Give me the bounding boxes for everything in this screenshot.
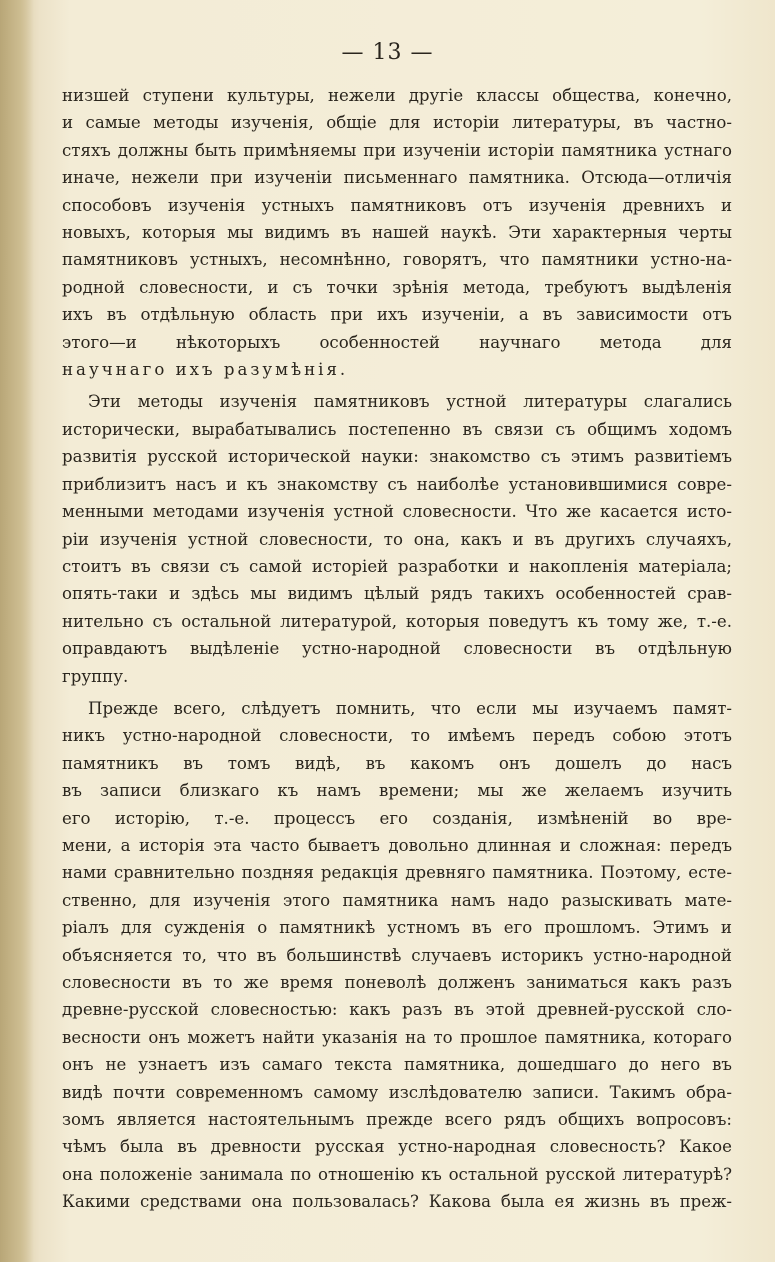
text-line: группу. (62, 666, 129, 686)
text-line: объясняется то, что въ большинствѣ случаевъ историкъ устно-народной (62, 945, 732, 965)
text-line: родной словесности, и съ точки зрѣнія метода, требуютъ выдѣленія (62, 277, 732, 297)
text-line: иначе, нежели при изученіи письменнаго памятника. Отсюда—отличія (62, 168, 732, 188)
text-line: нами сравнительно поздняя редакція древняго памятника. Поэтому, есте- (62, 863, 732, 883)
book-spine-shadow (0, 0, 34, 1262)
text-line: опять-таки и здѣсь мы видимъ цѣлый рядъ такихъ особенностей срав- (62, 584, 732, 604)
text-line: Прежде всего, слѣдуетъ помнить, что если мы изучаемъ памят- (88, 698, 732, 718)
text-line: памятниковъ устныхъ, несомнѣнно, говорятъ, что памятники устно-на- (62, 250, 732, 270)
text-line: научнаго ихъ разумѣнія. (62, 360, 349, 380)
text-line: памятникъ въ томъ видѣ, въ какомъ онъ дошелъ до насъ (62, 753, 732, 773)
text-line: ихъ въ отдѣльную область при ихъ изученіи, а въ зависимости отъ (62, 305, 732, 325)
paragraph-3 (62, 695, 732, 1216)
text-line: и самые методы изученія, общіе для исторіи литературы, въ частно- (62, 113, 732, 133)
text-line: чѣмъ была въ древности русская устно-народная словесность? Какое (62, 1137, 732, 1157)
text-line: его исторію, т.-е. процессъ его созданія, измѣненій во вре- (62, 808, 732, 828)
text-line: стяхъ должны быть примѣняемы при изученіи исторіи памятника устнаго (62, 140, 732, 160)
text-line: ственно, для изученія этого памятника намъ надо разыскивать мате- (62, 890, 732, 910)
text-line: древне-русской словесностью: какъ разъ въ этой древней-русской сло- (62, 1000, 732, 1020)
text-line: ріалъ для сужденія о памятникѣ устномъ въ его прошломъ. Этимъ и (62, 918, 732, 938)
page-body (62, 82, 732, 1216)
paragraph-2 (62, 388, 732, 689)
text-line: развитія русской исторической науки: знакомство съ этимъ развитіемъ (62, 447, 732, 467)
text-line: словесности въ то же время поневолѣ долженъ заниматься какъ разъ (62, 973, 732, 992)
text-line: оправдаютъ выдѣленіе устно-народной словесности въ отдѣльную (62, 639, 732, 659)
text-line: никъ устно-народной словесности, то имѣемъ передъ собою этотъ (62, 726, 732, 746)
text-line: ріи изученія устной словесности, то она, какъ и въ другихъ случаяхъ, (62, 529, 732, 549)
text-line: она положеніе занимала по отношенію къ остальной русской литературѣ? (62, 1164, 732, 1184)
text-line: мени, а исторія эта часто бываетъ довольно длинная и сложная: передъ (62, 835, 732, 855)
text-line: этого—и нѣкоторыхъ особенностей научнаго метода для (62, 332, 732, 352)
text-line: Какими средствами она пользовалась? Какова была ея жизнь въ преж- (62, 1192, 732, 1212)
text-line: стоитъ въ связи съ самой исторіей разработки и накопленія матеріала; (62, 556, 732, 576)
text-line: видѣ почти современномъ самому изслѣдователю записи. Такимъ обра- (62, 1082, 732, 1102)
text-line: нительно съ остальной литературой, которыя поведутъ къ тому же, т.-е. (62, 611, 732, 631)
text-line: зомъ является настоятельнымъ прежде всего рядъ общихъ вопросовъ: (62, 1110, 732, 1130)
text-line: онъ не узнаетъ изъ самаго текста памятника, дошедшаго до него въ (62, 1055, 732, 1075)
text-line: способовъ изученія устныхъ памятниковъ отъ изученія древнихъ и (62, 195, 732, 215)
paragraph-1 (62, 82, 732, 383)
text-line: новыхъ, которыя мы видимъ въ нашей наукѣ. Эти характерныя черты (62, 223, 732, 243)
text-line: Эти методы изученія памятниковъ устной литературы слагались (88, 392, 732, 412)
text-line: менными методами изученія устной словесности. Что же касается исто- (62, 502, 732, 522)
text-line: низшей ступени культуры, нежели другіе классы общества, конечно, (62, 86, 732, 105)
page-number: — 13 — (341, 40, 434, 65)
text-line: въ записи близкаго къ намъ времени; мы же желаемъ изучить (62, 781, 732, 801)
text-line: исторически, вырабатывались постепенно въ связи съ общимъ ходомъ (62, 419, 732, 439)
text-line: весности онъ можетъ найти указанія на то прошлое памятника, котораго (62, 1027, 732, 1047)
text-line: приблизитъ насъ и къ знакомству съ наиболѣе установившимися совре- (62, 474, 732, 494)
